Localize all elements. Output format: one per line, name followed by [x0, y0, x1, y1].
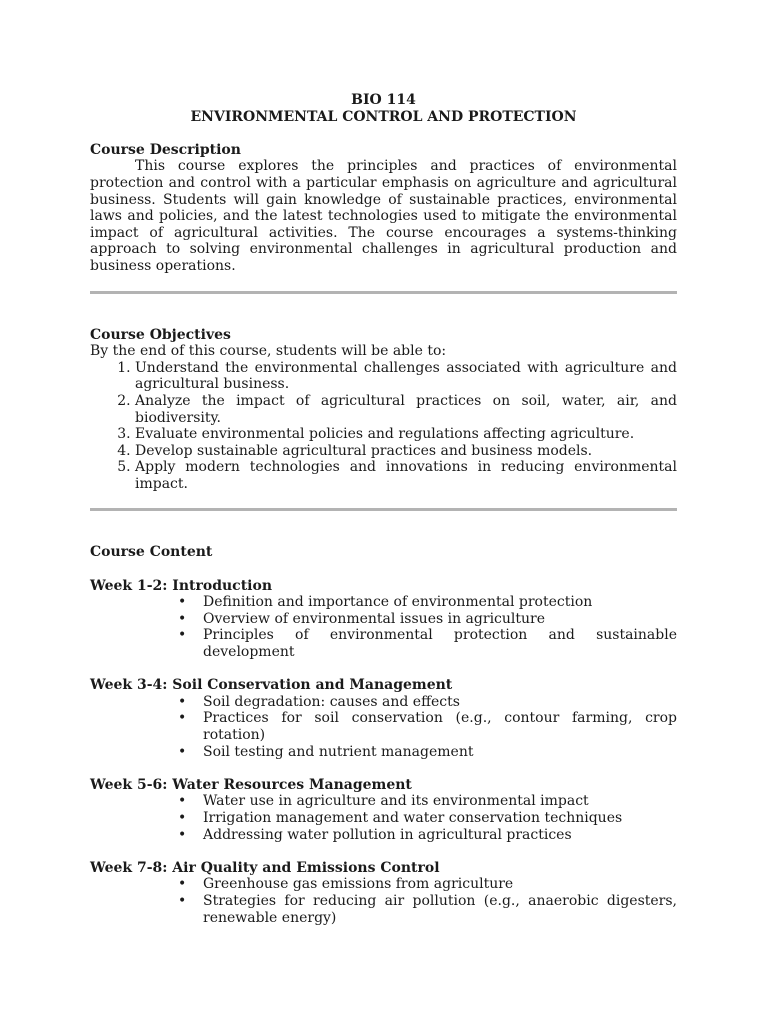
- bullet-icon: •: [178, 627, 187, 644]
- objective-item: 1. Understand the environmental challenges associated with agriculture and agricultural business.: [135, 360, 677, 393]
- bullet-icon: •: [178, 826, 187, 843]
- week-title: Week 1-2: Introduction: [90, 577, 273, 594]
- objective-item: 4. Develop sustainable agricultural practices and business models.: [135, 443, 677, 460]
- bullet-icon: •: [178, 610, 187, 627]
- topic-text: Addressing water pollution in agricultural practices: [203, 826, 572, 843]
- topic-item: [178, 627, 677, 661]
- topic-text: Soil testing and nutrient management: [203, 743, 474, 760]
- bullet-icon: •: [178, 710, 187, 727]
- week-title: Week 3-4: Soil Conservation and Management: [90, 677, 453, 694]
- objectives-heading: Course Objectives: [90, 326, 231, 343]
- description-heading: Course Description: [90, 141, 241, 158]
- bullet-icon: •: [178, 892, 187, 909]
- topic-item: [178, 610, 677, 628]
- objective-item: 3. Evaluate environmental policies and regulations affecting agriculture.: [135, 426, 677, 443]
- bullet-icon: •: [178, 743, 187, 760]
- topic-item: [178, 892, 677, 926]
- topic-text: Definition and importance of environmental protection: [203, 594, 593, 611]
- objectives-intro: By the end of this course, students will be able to:: [90, 343, 447, 360]
- bullet-icon: •: [178, 594, 187, 611]
- week-topics-list: [90, 694, 677, 760]
- course-code: BIO 114: [351, 92, 416, 108]
- week-title: Week 5-6: Water Resources Management: [90, 776, 412, 793]
- topic-text: Overview of environmental issues in agriculture: [203, 610, 545, 627]
- objectives-list: [90, 360, 677, 493]
- topic-text: Irrigation management and water conservation techniques: [203, 809, 623, 826]
- bullet-icon: •: [178, 693, 187, 710]
- week-topics-list: [90, 793, 677, 843]
- week-topics-list: [90, 876, 677, 926]
- topic-text: Principles of environmental protection and sustainable development: [203, 627, 677, 661]
- topic-item: [178, 826, 677, 844]
- topic-text: Practices for soil conservation (e.g., contour farming, crop rotation): [203, 710, 677, 743]
- objective-item: 2. Analyze the impact of agricultural practices on soil, water, air, and biodiversity.: [135, 393, 677, 426]
- objective-item: 5. Apply modern technologies and innovations in reducing environmental impact.: [135, 459, 677, 492]
- topic-text: Soil degradation: causes and effects: [203, 693, 460, 710]
- bullet-icon: •: [178, 876, 187, 893]
- bullet-icon: •: [178, 809, 187, 826]
- course-title: ENVIRONMENTAL CONTROL AND PROTECTION: [190, 108, 577, 125]
- topic-item: [178, 809, 677, 827]
- topic-item: [178, 876, 677, 893]
- topic-item: [178, 594, 677, 611]
- week-topics-list: [90, 594, 677, 660]
- topic-item: [178, 793, 677, 810]
- topic-item: [178, 693, 677, 711]
- document-content: [90, 92, 677, 926]
- topic-item: [178, 743, 677, 761]
- bullet-icon: •: [178, 793, 187, 810]
- description-text: This course explores the principles and practices of environmental protection and control with a particular emphasis on agriculture and agricultural business. Students will gain knowledge of sustainable practices, environmental laws and policies, and the latest technologies used to mitigate the environmental impact of agricultural activities. The course encourages a systems-thinking approach to solving environmental challenges in agricultural production and business operations.: [90, 158, 677, 274]
- topic-text: Water use in agriculture and its environmental impact: [203, 793, 589, 810]
- content-heading: Course Content: [90, 544, 213, 561]
- topic-item: [178, 710, 677, 743]
- topic-text: Greenhouse gas emissions from agriculture: [203, 876, 514, 893]
- topic-text: Strategies for reducing air pollution (e.g., anaerobic digesters, renewable energy): [203, 892, 677, 926]
- week-title: Week 7-8: Air Quality and Emissions Control: [90, 859, 440, 876]
